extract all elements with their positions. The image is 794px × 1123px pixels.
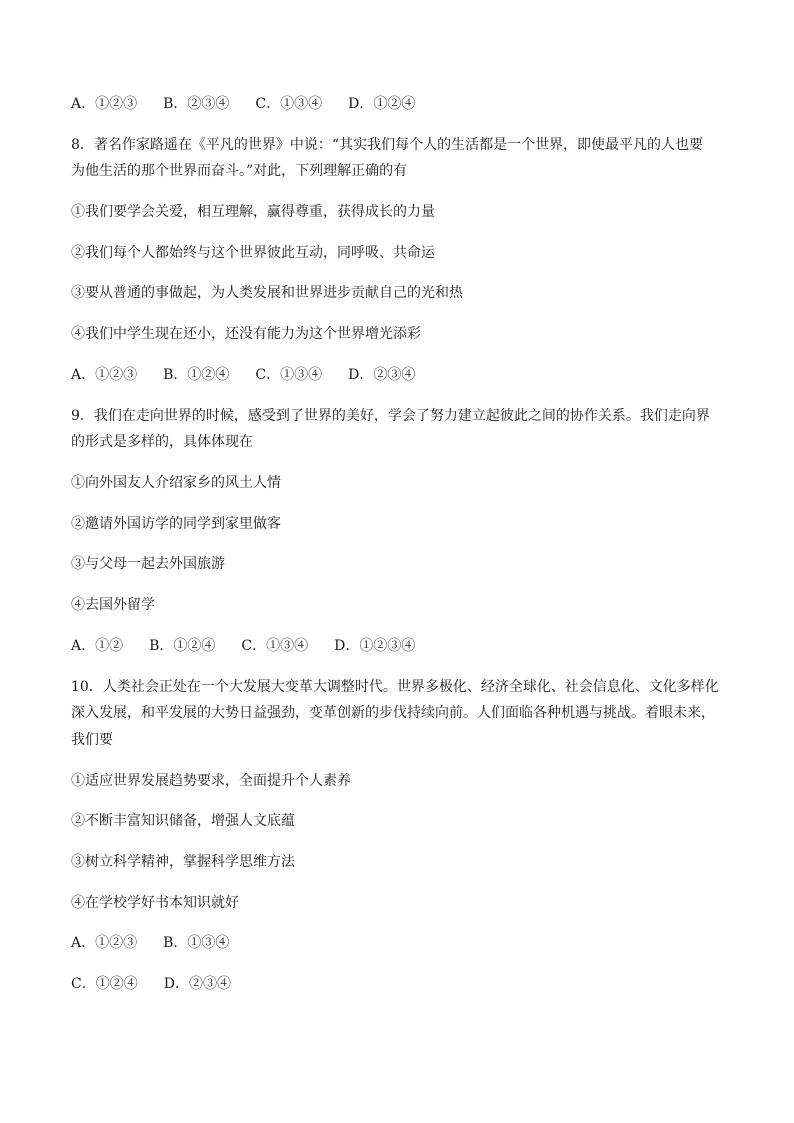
q10-option-d: D．②③④ — [163, 976, 231, 992]
q9-option-d: D．①②③④ — [334, 638, 416, 654]
q9-option-c: C．①③④ — [241, 638, 309, 654]
q10-options-row-2 — [71, 974, 231, 994]
q8-option-c: C．①③④ — [255, 367, 323, 383]
q9-option-b: B．①②④ — [149, 638, 216, 654]
q7-option-d: D．①②④ — [348, 96, 416, 112]
q8-item-4: ④我们中学生现在还小，还没有能力为这个世界增光添彩 — [71, 326, 421, 342]
q8-stem-line-1: 8．著名作家路遥在《平凡的世界》中说：“其实我们每个人的生活都是一个世界，即使最平凡的人也要 — [71, 137, 704, 153]
q8-item-3: ③要从普通的事做起，为人类发展和世界进步贡献自己的光和热 — [71, 285, 463, 301]
q10-stem-line-1: 10．人类社会正处在一个大发展大变革大调整时代。世界多极化、经济全球化、社会信息化、文化多样化 — [71, 679, 719, 695]
q9-item-1: ①向外国友人介绍家乡的风土人情 — [71, 475, 281, 491]
q10-item-4: ④在学校学好书本知识就好 — [71, 895, 239, 911]
q8-option-a: A．①②③ — [71, 367, 138, 383]
q8-option-b: B．①②④ — [163, 367, 230, 383]
q9-item-3: ③与父母一起去外国旅游 — [71, 556, 225, 572]
q7-option-a: A．①②③ — [71, 96, 138, 112]
q8-stem-line-2: 为他生活的那个世界而奋斗。”对此，下列理解正确的有 — [71, 163, 408, 179]
q8-option-d: D．②③④ — [348, 367, 416, 383]
q9-item-4: ④去国外留学 — [71, 597, 155, 613]
q10-option-b: B．①③④ — [163, 935, 230, 951]
q8-options — [71, 365, 415, 385]
q7-options — [71, 94, 415, 114]
q10-stem-line-2: 深入发展，和平发展的大势日益强劲，变革创新的步伐持续向前。人们面临各种机遇与挑战。着眼未来， — [71, 705, 715, 721]
q10-option-a: A．①②③ — [71, 935, 138, 951]
q7-option-b: B．②③④ — [163, 96, 230, 112]
q10-stem-line-3: 我们要 — [71, 732, 113, 748]
q7-option-c: C．①③④ — [255, 96, 323, 112]
q9-stem-line-2: 的形式是多样的，具体体现在 — [71, 434, 253, 450]
q9-stem-line-1: 9．我们在走向世界的时候，感受到了世界的美好，学会了努力建立起彼此之间的协作关系。我们走向界 — [71, 408, 710, 424]
q10-option-c: C．①②④ — [71, 976, 138, 992]
q8-item-2: ②我们每个人都始终与这个世界彼此互动，同呼吸、共命运 — [71, 245, 435, 261]
q10-options-row-1 — [71, 933, 229, 953]
q10-item-1: ①适应世界发展趋势要求，全面提升个人素养 — [71, 773, 351, 789]
q9-option-a: A．①② — [71, 638, 124, 654]
q10-item-2: ②不断丰富知识储备，增强人文底蕴 — [71, 813, 295, 829]
q8-item-1: ①我们要学会关爱，相互理解，赢得尊重，获得成长的力量 — [71, 204, 435, 220]
q9-options — [71, 636, 415, 656]
q9-item-2: ②邀请外国访学的同学到家里做客 — [71, 516, 281, 532]
q10-item-3: ③树立科学精神，掌握科学思维方法 — [71, 854, 295, 870]
